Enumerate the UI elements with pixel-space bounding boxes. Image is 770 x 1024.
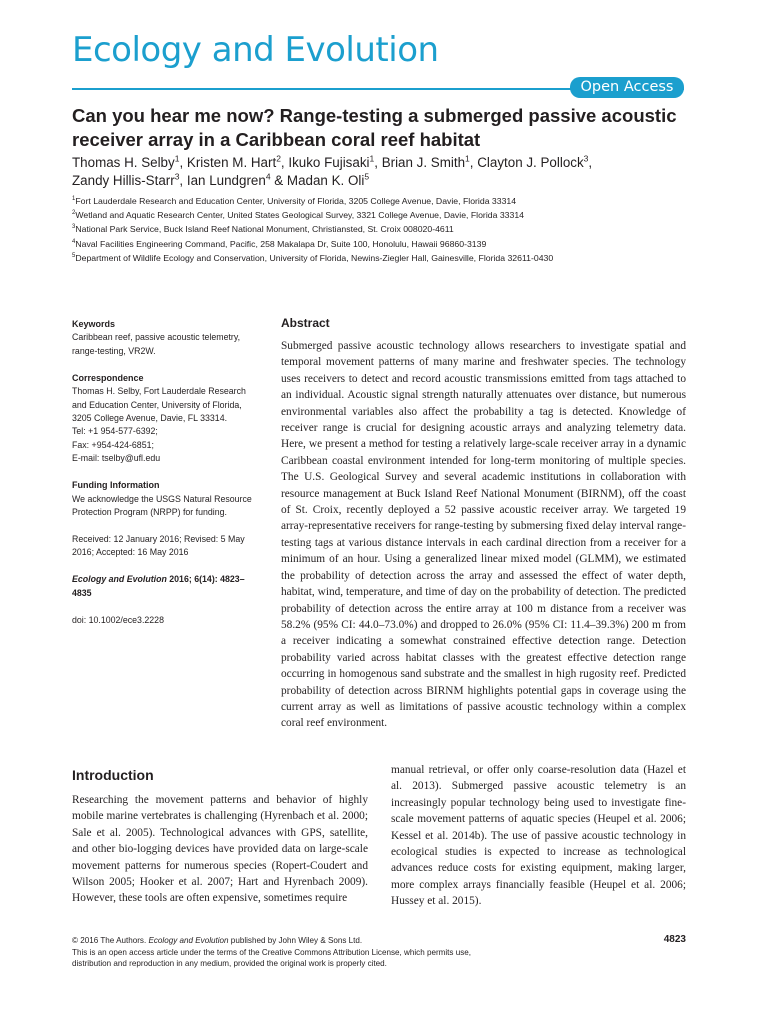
keywords-line: Caribbean reef, passive acoustic telemetry, (72, 332, 241, 343)
affiliation-item (72, 222, 692, 236)
author-separator: , (469, 155, 478, 170)
affiliation-list (72, 194, 692, 265)
dates-line: 2016; Accepted: 16 May 2016 (72, 547, 189, 558)
dates-line: Received: 12 January 2016; Revised: 5 May (72, 534, 245, 545)
article-info-sidebar (72, 318, 264, 627)
journal-title: Ecology and Evolution (72, 30, 439, 70)
page-footer (72, 935, 686, 970)
keywords-line: range-testing, VR2W. (72, 345, 156, 356)
author-name: Thomas H. Selby (72, 155, 175, 170)
author-name: Zandy Hillis-Starr (72, 173, 175, 188)
funding-block (72, 479, 264, 519)
affiliation-item (72, 194, 692, 208)
author-separator: , (588, 155, 593, 170)
correspondence-block (72, 372, 264, 466)
correspondence-line: 3205 College Avenue, Davie, FL 33314. (72, 413, 228, 424)
correspondence-line: and Education Center, University of Florida, (72, 399, 242, 410)
affiliation-item (72, 208, 692, 222)
correspondence-email[interactable]: E-mail: tselby@ufl.edu (72, 453, 161, 464)
open-access-badge: Open Access (570, 77, 684, 98)
affiliation-text: Department of Wildlife Ecology and Conservation, University of Florida, Newins-Ziegler Hall, Gainesville, Florida 32611-0430 (75, 252, 554, 263)
citation-journal: Ecology and Evolution (72, 574, 167, 585)
license-line: This is an open access article under the terms of the Creative Commons Attribution License, which permits use, (72, 947, 472, 957)
correspondence-phone: Tel: +1 954-577-6392; (72, 426, 158, 437)
doi-link[interactable]: doi: 10.1002/ece3.2228 (72, 614, 164, 625)
author-affiliation-mark: 3 (174, 171, 180, 182)
author-separator: , (179, 155, 187, 170)
author-separator: & (270, 173, 287, 188)
citation-pages: 4835 (72, 587, 92, 598)
affiliation-number: 5 (72, 252, 76, 259)
affiliation-text: Naval Facilities Engineering Command, Pacific, 258 Makalapa Dr, Suite 100, Honolulu, Hawaii 96860-3139 (75, 238, 487, 249)
introduction-heading: Introduction (72, 767, 154, 783)
author-affiliation-mark: 1 (465, 153, 470, 164)
correspondence-fax: Fax: +954-424-6851; (72, 439, 154, 450)
author-name: Brian J. Smith (381, 155, 466, 170)
license-line: distribution and reproduction in any medium, provided the original work is properly cited. (72, 959, 387, 969)
introduction-text-left: Researching the movement patterns and behavior of highly mobile marine vertebrates is challenging (Hyrenbach et al. 2000; Sale et al. 2005). Technological advances with GPS, satellite, and other bio-logging devices have provided data on large-scale movement patterns for numerous species (Ropert-Coudert and Wilson 2005; Hooker et al. 2007; Hart and Hyrenbach 2009). However, these tools are often expensive, sometimes require (72, 794, 368, 905)
author-separator: , (280, 155, 289, 170)
page-number: 4823 (663, 934, 686, 945)
author-name: Ikuko Fujisaki (288, 155, 370, 170)
affiliation-number: 3 (72, 224, 76, 231)
funding-line: We acknowledge the USGS Natural Resource (72, 493, 252, 504)
affiliation-number: 4 (72, 238, 76, 245)
abstract-section (281, 316, 686, 732)
correspondence-heading: Correspondence (72, 372, 144, 383)
affiliation-item (72, 237, 692, 251)
copyright-line (72, 935, 686, 947)
abstract-heading: Abstract (281, 316, 330, 330)
keywords-heading: Keywords (72, 319, 116, 329)
author-separator: , (179, 173, 187, 188)
copyright-suffix: published by John Wiley & Sons Ltd. (228, 936, 363, 945)
author-affiliation-mark: 1 (369, 153, 375, 164)
author-affiliation-mark: 3 (583, 153, 589, 164)
funding-line: Protection Program (NRPP) for funding. (72, 507, 227, 518)
citation-volume: 2016; 6(14): 4823– (166, 574, 245, 585)
affiliation-text: National Park Service, Buck Island Reef National Monument, Christiansted, St. Croix 008020-4611 (75, 224, 454, 235)
author-name: Ian Lundgren (186, 173, 266, 188)
citation-block (72, 573, 264, 600)
copyright-journal: Ecology and Evolution (148, 936, 229, 945)
author-list (72, 154, 692, 190)
author-affiliation-mark: 5 (364, 171, 370, 182)
correspondence-line: Thomas H. Selby, Fort Lauderdale Research (72, 386, 246, 397)
dates-block (72, 533, 264, 560)
author-name: Kristen M. Hart (186, 155, 277, 170)
copyright-prefix: © 2016 The Authors. (72, 936, 149, 945)
abstract-text: Submerged passive acoustic technology allows researchers to investigate spatial and temporal movement patterns of many marine and freshwater species. The technology uses receivers to detect and record acoustic transmissions emitted from tags attached to an individual. Acoustic signal strength naturally attenuates over distance, but numerous environmental variables also affect the probability a tag is detected. Knowledge of receiver range is crucial for designing acoustic arrays and analyzing telemetry data. Here, we present a method for testing a relatively large-scale receiver array in a dynamic Caribbean coastal environment intended for long-term monitoring of multiple species. The U.S. Geological Survey and several academic institutions in collaboration with resource management at Buck Island Reef National Monument (BIRNM), off the coast of St. Croix, recently deployed a 52 passive acoustic receiver array. We targeted 19 array-representative receivers for range-testing by submersing fixed delay interval range-testing tags at various distance intervals in each cardinal direction from a receiver for a minimum of an hour. Using a generalized linear mixed model (GLMM), we estimated the probability of detection across the array and assessed the effect of water depth, habitat, wind, temperature, and time of day on the probability of detection. The predicted probability of detection across the entire array at 100 m distance from a receiver was 58.2% (95% CI: 44.0–73.0%) and dropped to 26.0% (95% CI: 11.4–39.3%) 200 m from a receiver indicating a somewhat constrained effective detection range. Detection probability varied across habitat classes with the greatest effective detection range occurring in homogenous sand substrate and the smallest in high rugosity reef. Predicted probability of detection across BIRNM highlights potential gaps in coverage using the current array as well as limitations of passive acoustic technology within a complex coral reef environment. (281, 340, 686, 730)
funding-heading: Funding Information (72, 480, 160, 491)
keywords-block (72, 318, 264, 358)
affiliation-number: 2 (72, 210, 76, 217)
author-separator: , (374, 155, 382, 170)
author-name: Clayton J. Pollock (477, 155, 584, 170)
citation-line (72, 573, 264, 586)
author-affiliation-mark: 2 (276, 153, 281, 164)
article-title: Can you hear me now? Range-testing a submerged passive acoustic receiver array in a Caribbean coral reef habitat (72, 105, 677, 150)
introduction-text-right: manual retrieval, or offer only coarse-resolution data (Hazel et al. 2013). Submerged passive acoustic telemetry is an increasingly popular technology being used to investigate fine-scale movement patterns of aquatic species (Heupel et al. 2006; Kessel et al. 2014b). The use of passive acoustic technology in ecological studies is expected to increase as technological advances reduce costs for existing equipment, making larger, more complex arrays financially feasible (Heupel et al. 2006; Hussey et al. 2015). (391, 764, 686, 908)
affiliation-number: 1 (72, 196, 76, 203)
author-affiliation-mark: 1 (174, 153, 180, 164)
author-name: Madan K. Oli (286, 173, 365, 188)
affiliation-text: Fort Lauderdale Research and Education Center, University of Florida, 3205 College Avenue, Davie, Florida 33314 (75, 196, 517, 206)
affiliation-item (72, 251, 692, 265)
affiliation-text: Wetland and Aquatic Research Center, United States Geological Survey, 3321 College Avenue, Davie, Florida 33314 (75, 210, 524, 221)
author-affiliation-mark: 4 (265, 171, 271, 182)
